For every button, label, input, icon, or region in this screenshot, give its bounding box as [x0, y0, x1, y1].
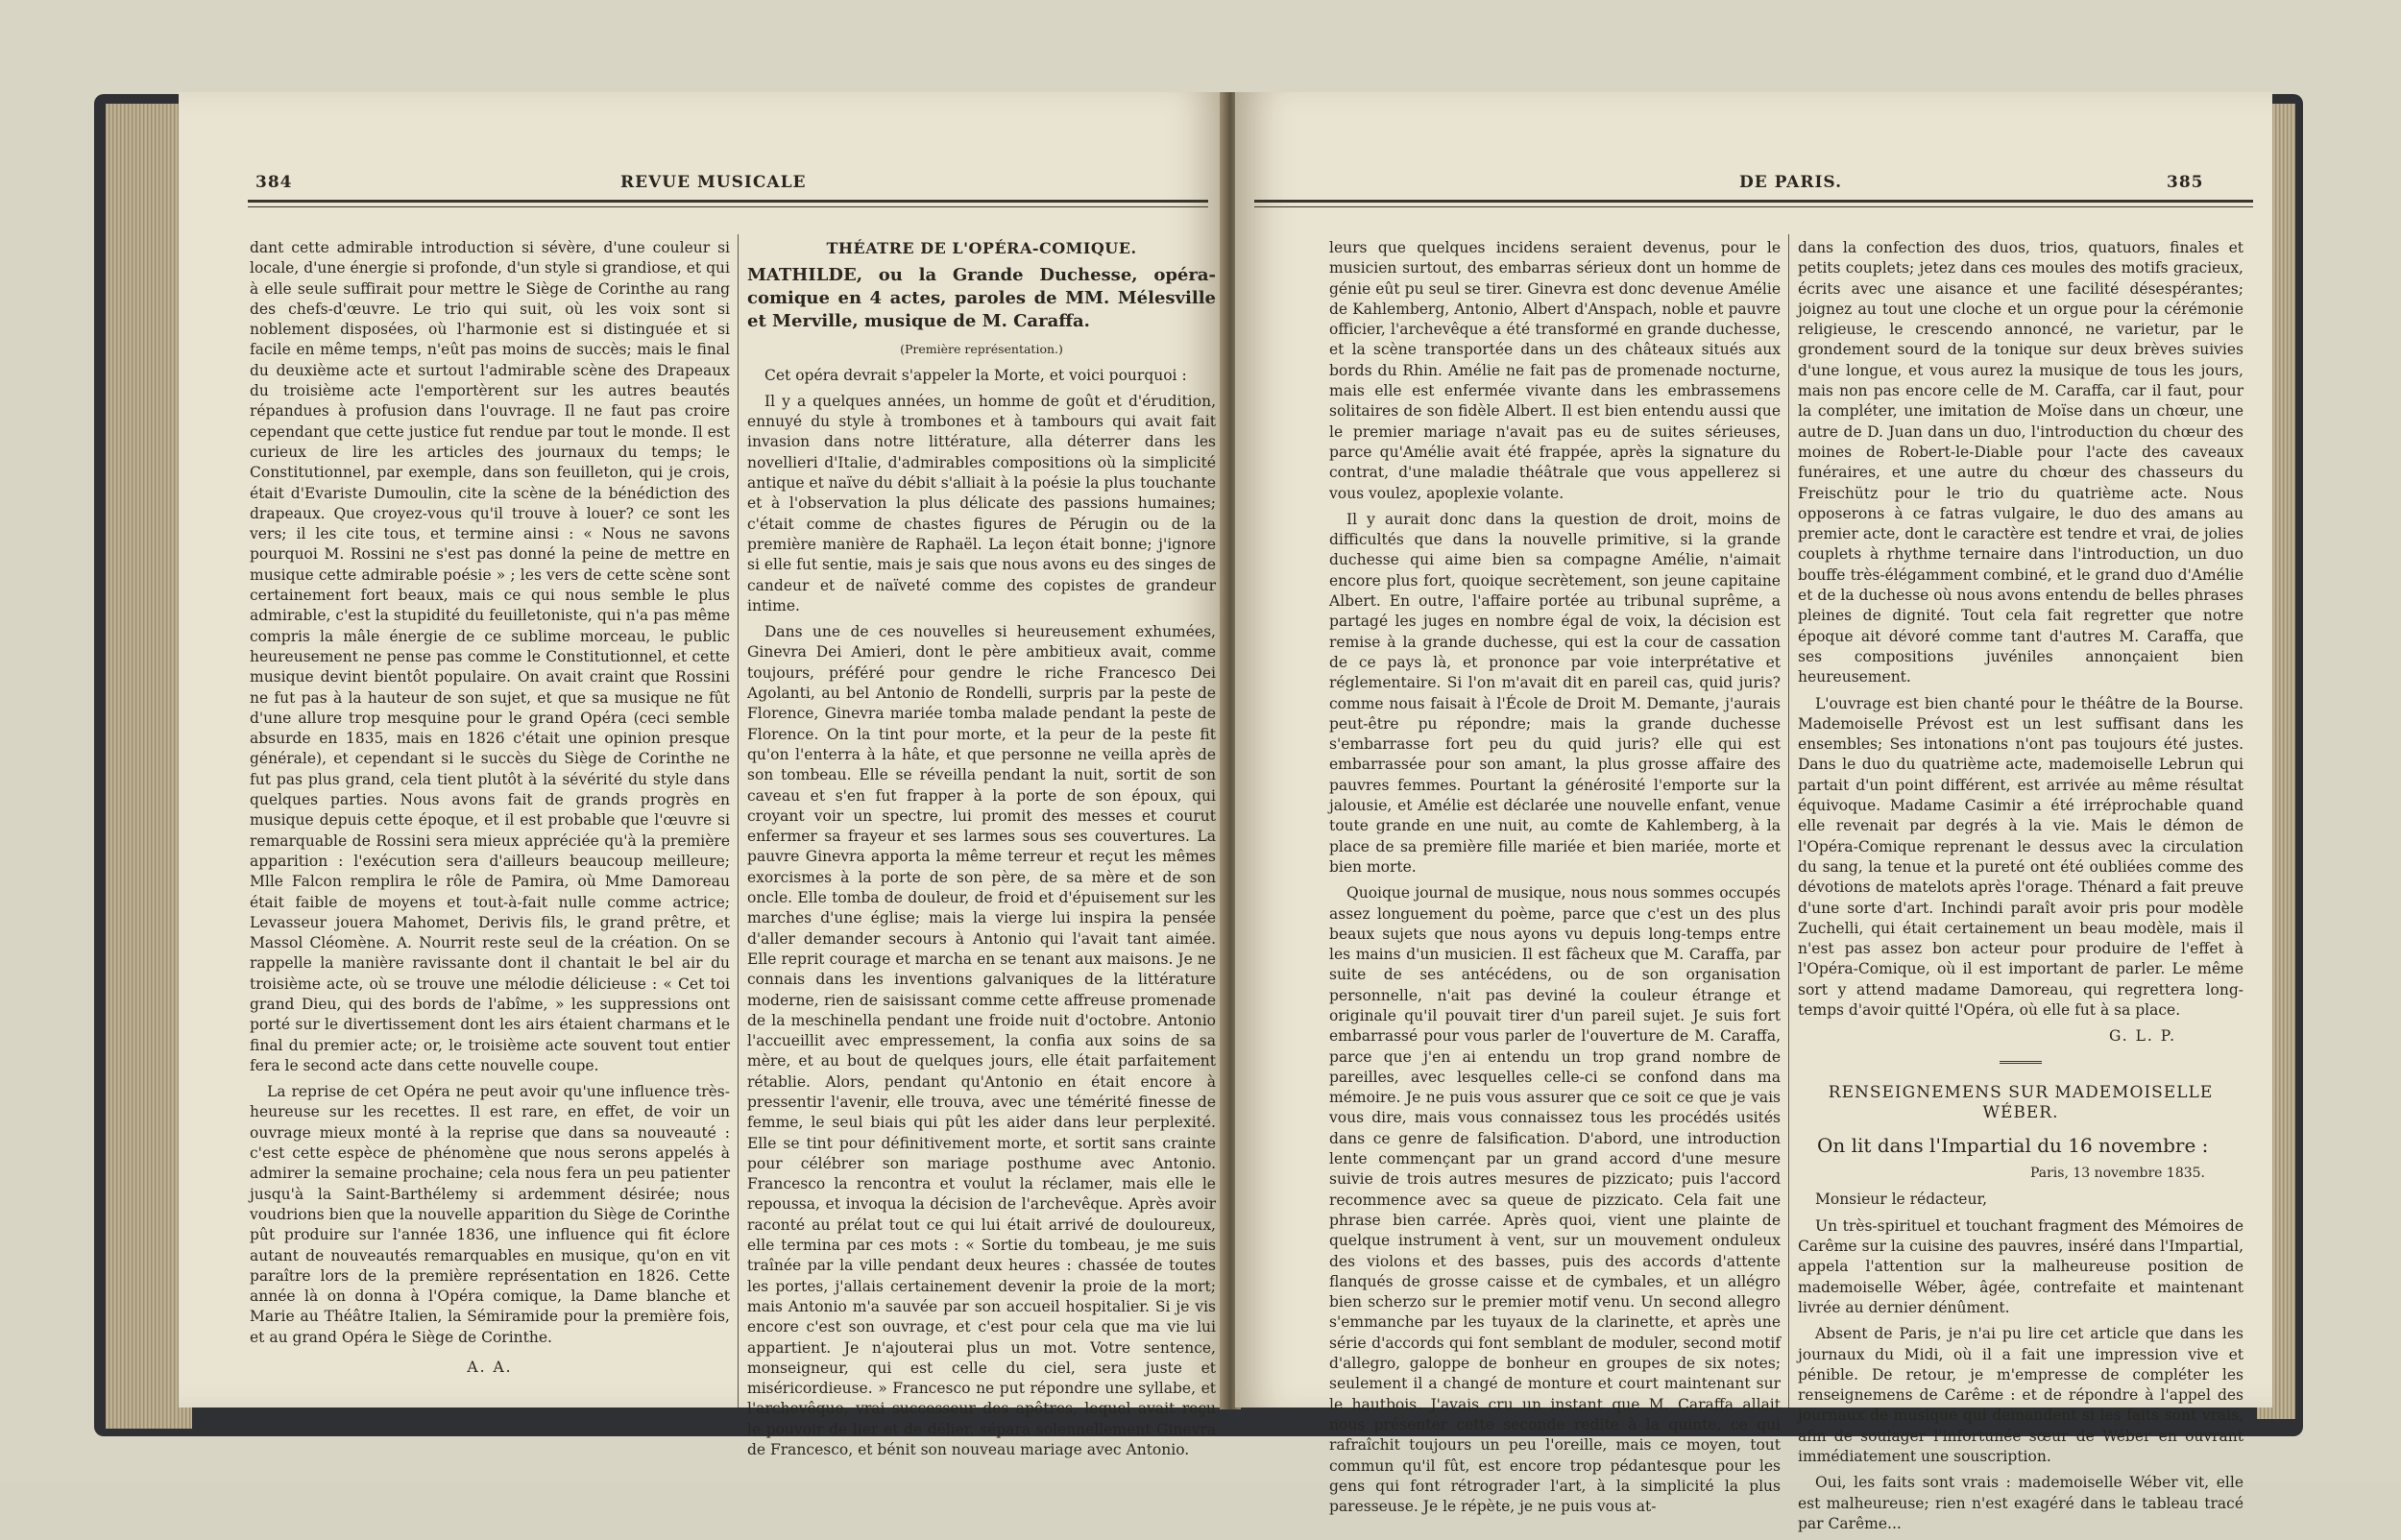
section-separator	[2000, 1061, 2042, 1068]
paragraph: Absent de Paris, je n'ai pu lire cet article que dans les journaux du Midi, où il a fait une impression vive et pénible. De retour, je m'empresse de compléter les renseignemens de Carême : et de répondre à l'appel des journaux de musique qui demandent si les faits sont vrais, afin de soulager l'infortunée sœur de Wéber en ouvrant immédiatement une souscription.	[1798, 1325, 2243, 1466]
running-header-right: DE PARIS.	[1739, 173, 1843, 192]
paragraph: Dans une de ces nouvelles si heureusement exhumées, Ginevra Dei Amieri, dont le père ambitieux avait, comme toujours, préféré pour gendre le riche Francesco Dei Agolanti, au bel Antonio de Rondelli, surpris par la peste de Florence, Ginevra mariée tomba malade pendant la peste de Florence. On la tint pour morte, et la peur de la peste fit qu'on l'enterra à la hâte, et que personne ne veilla après de son tombeau. Elle se réveilla pendant la nuit, sortit de son caveau et s'en fut frapper à la porte de son époux, qui croyant voir un spectre, lui promit des messes et courut enfermer sa frayeur et ses larmes sous ses couvertures. La pauvre Ginevra apporta la même terreur et reçut les mêmes exorcismes à la porte de son père, de sa mère et de son oncle. Elle tomba de douleur, de froid et d'épuisement sur les marches d'une église; mais la vierge lui inspira la pensée d'aller demander secours à Antonio qui l'avait tant aimée. Elle reprit courage et marcha en se tenant aux maisons. Je ne connais dans les inventions galvaniques de la littérature moderne, rien de saisissant comme cette affreuse promenade de la meschinella pendant une froide nuit d'octobre. Antonio l'accueillit avec empressement, la confia aux soins de sa mère, et au bout de quelques jours, elle était parfaitement rétablie. Alors, pendant qu'Antonio en était encore à pressentir l'avenir, elle trouva, avec une témérité finesse de femme, le seul biais qui pût les aider dans leur perplexité. Elle se tint pour définitivement morte, et sortit sans crainte pour célébrer son mariage posthume avec Antonio. Francesco la rencontra et voulut la réclamer, mais elle le repoussa, et invoqua la décision de l'archevêque. Après avoir raconté au prélat tout ce qui lui était arrivé de douloureux, elle termina par ces mots : « Sortie du tombeau, je me suis traînée par la ville pendant deux heures : chassée de toutes les portes, j'allais certainement devenir la proie de la mort; mais Antonio m'a sauvée par son accueil hospitalier. Si je vis encore c'est son ouvrage, et c'est pour cela que ma vie lui appartient. Je n'ajouterai plus un mot. Votre sentence, monseigneur, qui est celle du ciel, sera juste et miséricordieuse. » Francesco ne put répondre une syllabe, et l'archevêque, vrai successeur des apôtres, lequel avait reçu le pouvoir de lier et de délier, sépara solennellement Ginevra de Francesco, et bénit son nouveau mariage avec Antonio.	[747, 623, 1216, 1459]
paragraph: dant cette admirable introduction si sévère, d'une couleur si locale, d'une énergie si profonde, d'un style si grandiose, et qui à elle seule suffirait pour mettre le Siège de Corinthe au rang des chefs-d'œuvre. Le trio qui suit, où les voix sont si noblement disposées, où l'harmonie est si distinguée et si facile en même temps, n'eût pas moins de succès; mais le final du deuxième acte et surtout l'admirable scène des Drapeaux du troisième acte l'emportèrent sur les autres beautés répandues à profusion dans l'ouvrage. Il ne faut pas croire cependant que cette justice fut rendue par tout le monde. Il est curieux de lire les articles des journaux du temps; le Constitutionnel, par exemple, dans son feuilleton, qui je crois, était d'Evariste Dumoulin, cite la scène de la bénédiction des drapeaux. Que croyez-vous qu'il trouve à louer? ce sont les vers; il les cite tous, et termine ainsi : « Nous ne savons pourquoi M. Rossini ne s'est pas donné la peine de mettre en musique cette admirable poésie » ; les vers de cette scène sont certainement fort beaux, mais ce qui nous semble le plus admirable, c'est la stupidité du feuilletoniste, qui n'a pas même compris la mâle énergie de ce sublime morceau, le public heureusement ne pense pas comme le Constitutionnel, et cette musique devint bientôt populaire. On avait craint que Rossini ne fut pas à la hauteur de son sujet, et que sa musique ne fût d'une allure trop mesquine pour le grand Opéra (ceci semble absurde en 1835, mais en 1826 c'était une opinion presque générale), et cependant si le succès du Siège de Corinthe ne fut pas plus grand, cela tient plutôt à la sévérité du style dans quelques parties. Nous avons fait de grands progrès en musique depuis cette époque, et il est probable que l'œuvre si remarquable de Rossini sera mieux appréciée qu'à la première apparition : l'exécution sera d'ailleurs beaucoup meilleure; Mlle Falcon remplira le rôle de Pamira, où Mme Damoreau était faible de moyens et tout-à-fait nulle comme actrice; Levasseur jouera Mahomet, Derivis fils, le grand prêtre, et Massol Cléomène. A. Nourrit reste seul de la création. On se rappelle la manière ravissante dont il chantait le bel air du troisième acte, où se trouve une mélodie délicieuse : « Cet toi grand Dieu, qui des bords de l'abîme, » les suppressions ont porté sur le divertissement dont les airs étaient charmans et le final du premier acte; or, le troisième acte souvent tout entier fera le second acte dans cette nouvelle coupe.	[250, 239, 730, 1074]
left-page	[179, 92, 1225, 1459]
page-number-left: 384	[255, 173, 293, 192]
paragraph: Il y aurait donc dans la question de droit, moins de difficultés que dans la nouvelle primitive, si la grande duchesse qui aime bien sa compagne Amélie, n'aimait encore plus fort, quoique secrètement, son jeune capitaine Albert. En outre, l'affaire portée au tribunal suprême, a partagé les juges en nombre égal de voix, la décision est remise à la grande duchesse, qui est la cour de cassation de ce pays là, et prononce par voie interprétative et réglementaire. Si l'on m'avait dit en pareil cas, quid juris? comme nous faisait à l'École de Droit M. Demante, j'aurais peut-être pu répondre; mais la grande duchesse s'embarrasse fort peu du quid juris? elle qui est embarrassée pour son amant, la plus grosse affaire des pauvres femmes. Pourtant la générosité l'emporte sur la jalousie, et Amélie est déclarée une nouvelle enfant, venue toute grande en une nuit, au comte de Kahlemberg, à la place de sa première fille mariée et bien mariée, morte et bien morte.	[1329, 510, 1781, 876]
column-divider	[1788, 234, 1789, 1408]
signature: G. L. P.	[2108, 1027, 2176, 1046]
header-rule-right	[1254, 200, 2253, 207]
article-subtitle: MATHILDE, ou la Grande Duchesse, opéra-comique en 4 actes, paroles de MM. Mélesville et Merville, musique de M. Caraffa.	[747, 265, 1216, 332]
running-header-left: REVUE MUSICALE	[620, 173, 807, 192]
paragraph: leurs que quelques incidens seraient devenus, pour le musicien surtout, des embarras sérieux dont un homme de génie eût pu seul se tirer. Ginevra est donc devenue Amélie de Kahlemberg, Antonio, Albert d'Anspach, noble et pauvre officier, l'archevêque a été transformé en grande duchesse, et la scène transportée dans un des châteaux situés aux bords du Rhin. Amélie ne fait pas de promenade nocturne, mais elle est enfermée vivante dans les embrassemens solitaires de son fidèle Albert. Il est bien entendu aussi que le premier mariage n'avait pas eu de suites sérieuses, parce qu'Amélie avait été frappée, après la signature du contrat, d'une maladie théâtrale que vous appellerez si vous voulez, apoplexie volante.	[1329, 239, 1781, 502]
section-heading: RENSEIGNEMENS SUR MADEMOISELLE WÉBER.	[1828, 1082, 2214, 1122]
article-title: THÉATRE DE L'OPÉRA-COMIQUE.	[826, 239, 1137, 257]
right-page	[1235, 92, 2272, 1532]
signature: A. A.	[467, 1359, 513, 1377]
performance-note: (Première représentation.)	[900, 342, 1063, 357]
paragraph: Quoique journal de musique, nous nous sommes occupés assez longuement du poème, parce que c'est un des plus beaux sujets que nous ayons vu depuis long-temps entre les mains d'un musicien. Il est fâcheux que M. Caraffa, par suite de ses antécédens, ou de son organisation personnelle, n'ait pas deviné la couleur étrange et originale qu'il pouvait tirer d'un pareil sujet. Je suis fort embarrassé pour vous parler de l'ouverture de M. Caraffa, parce que j'en ai entendu un trop grand nombre de pareilles, avec lesquelles celle-ci se confond dans ma mémoire. Je ne puis vous assurer que ce soit ce que je vais vous dire, mais vous connaissez tous les procédés usités dans ce genre de falsification. D'abord, une introduction lente commençant par un grand accord d'une mesure suivie de trois autres mesures de pizzicato; puis l'accord recommence avec sa queue de pizzicato. Cela fait une phrase bien carrée. Après quoi, vient une plainte de quelque instrument à vent, sur un mouvement onduleux des violons et des basses, puis des accords d'attente flanqués de grosse caisse et de cymbales, et un allégro bien scherzo sur le premier motif venu. Un second allegro s'emmanche par les tuyaux de la clarinette, et après une série d'accords qui font semblant de moduler, second motif d'allegro, galoppe de bonheur en groupes de six notes; seulement il a changé de monture et court maintenant sur le hautbois. J'avais cru un instant que M. Caraffa allait nous présenter cette seconde redite à la quinte, ce qui rafraîchit toujours un peu l'oreille, mais ce moyen, tout commun qu'il fût, est encore trop pédantesque pour les gens qui font rétrograder l'art, à la simplicité la plus paresseuse. Je le répète, je ne puis vous at-	[1329, 884, 1781, 1516]
paragraph: L'ouvrage est bien chanté pour le théâtre de la Bourse. Mademoiselle Prévost est un lest suffisant dans les ensembles; Ses intonations n'ont pas toujours été justes. Dans le duo du quatrième acte, mademoiselle Lebrun qui partait d'un point différent, est arrivée au même résultat équivoque. Madame Casimir a été irréprochable quand elle revenait par degrés à la vie. Mais le démon de l'Opéra-Comique reprenant le dessus avec la circulation du sang, la tenue et la pureté ont été oubliées comme des dévotions de matelots après l'orage. Thénard a fait preuve d'une sorte d'art. Inchindi paraît avoir pris pour modèle Zuchelli, qui était certainement un beau modèle, mais il n'est pas assez bon acteur pour produire de l'effet à l'Opéra-Comique, où il est important de parler. Le même sort y attend madame Damoreau, qui regrettera long-temps d'avoir quitté l'Opéra, où elle fut à sa place.	[1798, 694, 2243, 1019]
left-column-1	[250, 238, 730, 1384]
paragraph: dans la confection des duos, trios, quatuors, finales et petits couplets; jetez dans ces moules des motifs gracieux, écrits avec une aisance et une facilité désespérantes; joignez au tout une cloche et un orgue pour la cérémonie religieuse, le crescendo annoncé, ne varietur, par le grondement sourd de la tonique sur deux brèves suivies d'une longue, et vous aurez la musique de tous les jours, mais non pas encore celle de M. Caraffa, car il faut, pour la compléter, une imitation de Moïse dans un chœur, une autre de D. Juan dans un duo, l'introduction du chœur des moines de Robert-le-Diable pour l'acte des caveaux funéraires, et une autre du chœur des chasseurs du Freischütz pour le trio du quatrième acte. Nous opposerons à ce fatras vulgaire, le duo des amans au premier acte, dont le caractère est tendre et vrai, de jolies couplets à rhythme ternaire dans l'introduction, un duo bouffe très-élégamment combiné, et le grand duo d'Amélie et de la duchesse où nous avons entendu de belles phrases pleines de dignité. Tout cela fait regretter que notre époque ait dévoré comme tant d'autres M. Caraffa, que ses compositions juvéniles annonçaient bien heureusement.	[1798, 239, 2243, 686]
page-number-right: 385	[2167, 173, 2204, 192]
salutation: Monsieur le rédacteur,	[1815, 1191, 1988, 1209]
paragraph: Oui, les faits sont vrais : mademoiselle Wéber vit, elle est malheureuse; rien n'est exagéré dans le tableau tracé par Carême...	[1798, 1474, 2243, 1532]
paragraph: Cet opéra devrait s'appeler la Morte, et voici pourquoi :	[764, 366, 1187, 384]
header-rule-left	[248, 200, 1208, 207]
dateline: Paris, 13 novembre 1835.	[2029, 1166, 2205, 1182]
right-column-2	[1798, 238, 2243, 1540]
paragraph: Un très-spirituel et touchant fragment des Mémoires de Carême sur la cuisine des pauvres, inséré dans l'Impartial, appela l'attention sur la malheureuse position de mademoiselle Wéber, âgée, contrefaite et maintenant livrée au dernier dénûment.	[1798, 1216, 2243, 1316]
column-divider	[738, 234, 739, 1408]
source-line: On lit dans l'Impartial du 16 novembre :	[1817, 1134, 2209, 1158]
right-column-1	[1329, 238, 1781, 1523]
left-column-2	[747, 238, 1216, 1466]
paragraph: La reprise de cet Opéra ne peut avoir qu'une influence très-heureuse sur les recettes. Il est rare, en effet, de voir un ouvrage mieux monté à la reprise que dans sa nouveauté : c'est cette espèce de phénomène que nous serons appelés à admirer la semaine prochaine; cela nous fera un peu patienter jusqu'à la Saint-Barthélemy si ardemment désirée; nous voudrions bien que la nouvelle apparition du Siège de Corinthe pût produire sur l'année 1836, une influence qui fit éclore autant de nouveautés remarquables en musique, qu'on en vit paraître lors de la première représentation en 1826. Cette année là on donna à l'Opéra comique, la Dame blanche et Marie au Théâtre Italien, la Sémiramide pour la première fois, et au grand Opéra le Siège de Corinthe.	[250, 1083, 730, 1346]
paragraph: Il y a quelques années, un homme de goût et d'érudition, ennuyé du style à trombones et à tambours qui avait fait invasion dans notre littérature, alla déterrer dans les novellieri d'Italie, d'admirables compositions où la simplicité antique et naïve du débit s'alliait à la poésie la plus touchante et à l'observation la plus délicate des passions humaines; c'était comme de chastes figures de Pérugin ou de la première manière de Raphaël. La leçon était bonne; j'ignore si elle fut sentie, mais je sais que nous avons eu des singes de candeur et de naïveté comme des copistes de grandeur intime.	[747, 392, 1216, 614]
